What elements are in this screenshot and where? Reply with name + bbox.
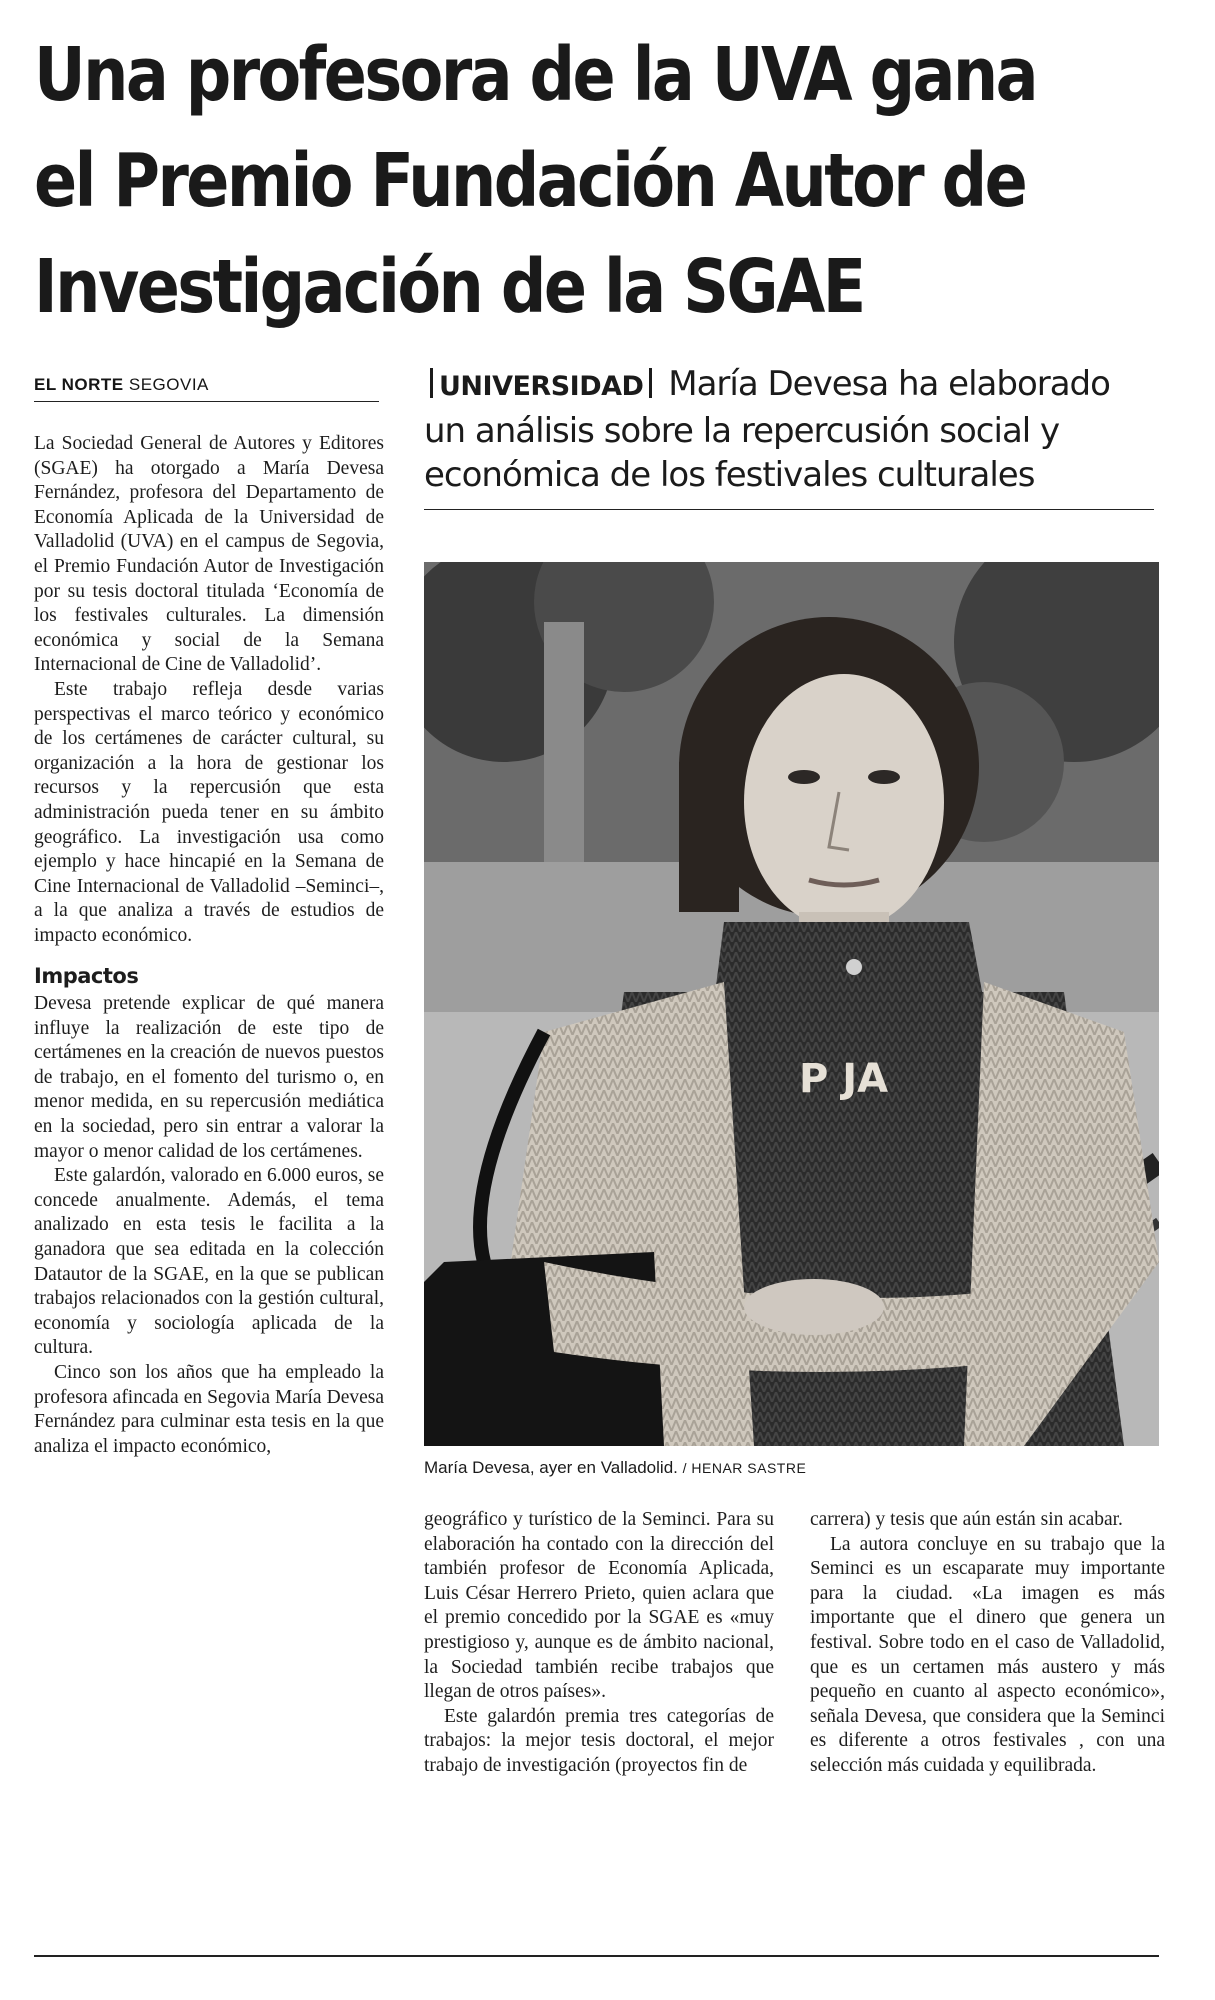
portrait-photo: [424, 562, 1159, 1446]
article-paragraph: La autora concluye en su trabajo que la Seminci es un escaparate muy importante para la ciudad. «La imagen es más importante que el dinero que genera un festival. Sobre todo en el caso de Valladolid, que es un certamen más austero y más pequeño en cuanto al aspecto económico», señala Devesa, que considera que la Seminci es diferente a otros festivales , con una selección más cuidada y equilibrada.: [810, 1533, 1165, 1776]
bottom-rule: [34, 1955, 1159, 1957]
article-paragraph: Este trabajo refleja desde varias perspectivas el marco teórico y económico de los certámenes de carácter cultural, su organización a la hora de gestionar los recursos y la repercusión que esta administración pueda tener en su ámbito geográfico. La investigación usa como ejemplo y hace hincapié en la Semana de Cine Internacional de Valladolid –Seminci–, a la que analiza a través de estudios de impacto económico.: [34, 678, 384, 946]
article-column-1: [34, 432, 384, 1459]
deck-summary: [424, 362, 1154, 510]
headline: [34, 22, 1037, 340]
article-paragraph: Este galardón premia tres categorías de trabajos: la mejor tesis doctoral, el mejor trabajo de investigación (proyectos fin de: [424, 1705, 774, 1776]
portrait-illustration: [424, 562, 1159, 1446]
deck-text: María Devesa ha elaborado un análisis sobre la repercusión social y económica de los festivales culturales: [424, 364, 1110, 495]
newspaper-name: EL NORTE: [34, 375, 124, 394]
article-column-2: [424, 1508, 774, 1779]
divider: [430, 368, 433, 398]
article-paragraph: La Sociedad General de Autores y Editores (SGAE) ha otorgado a María Devesa Fernández, profesora del Departamento de Economía Aplicada de la Universidad de Valladolid (UVA) en el campus de Segovia, el Premio Fundación Autor de Investigación por su tesis doctoral titulada ‘Economía de los festivales culturales. La dimensión económica y social de la Semana Internacional de Cine de Valladolid’.: [34, 433, 384, 676]
article-paragraph: geográfico y turístico de la Seminci. Para su elaboración ha contado con la dirección del también profesor de Economía Aplicada, Luis César Herrero Prieto, quien aclara que el premio concedido por la SGAE es «muy prestigioso y, aunque es de ámbito nacional, la Sociedad también recibe trabajos que llegan de otros países».: [424, 1509, 774, 1703]
sweater-lettering: P JA: [799, 1056, 889, 1102]
city-name: SEGOVIA: [128, 375, 209, 394]
photo-caption: [424, 1458, 1159, 1478]
caption-text: María Devesa, ayer en Valladolid.: [424, 1458, 678, 1477]
article-paragraph: Cinco son los años que ha empleado la profesora afincada en Segovia María Devesa Fernández para culminar esta tesis en la que analiza el impacto económico,: [34, 1361, 384, 1457]
headline-line: el Premio Fundación Autor de: [34, 138, 1026, 224]
photo-credit: / HENAR SASTRE: [682, 1460, 807, 1476]
article-paragraph: carrera) y tesis que aún están sin acabar.: [810, 1509, 1123, 1530]
headline-line: Investigación de la SGAE: [34, 244, 864, 330]
article-paragraph: Devesa pretende explicar de qué manera influye la realización de este tipo de certámenes en la creación de nuevos puestos de trabajo, en el fomento del turismo o, en menor medida, en su repercusión mediática en la sociedad, pero sin entrar a valorar la mayor o menor calidad de los certámenes.: [34, 993, 384, 1162]
article-paragraph: Este galardón, valorado en 6.000 euros, se concede anualmente. Además, el tema analizado en esta tesis le facilita a la ganadora que sea editada en la colección Datautor de la SGAE, en la que se publican trabajos relacionados con la gestión cultural, economía y sociología aplicada de la cultura.: [34, 1165, 384, 1359]
headline-line: Una profesora de la UVA gana: [34, 32, 1037, 118]
divider: [649, 368, 652, 398]
article-column-3: [810, 1508, 1165, 1779]
source-byline: [34, 375, 379, 402]
section-subhead: Impactos: [34, 964, 139, 989]
section-tag: UNIVERSIDAD: [439, 371, 644, 402]
